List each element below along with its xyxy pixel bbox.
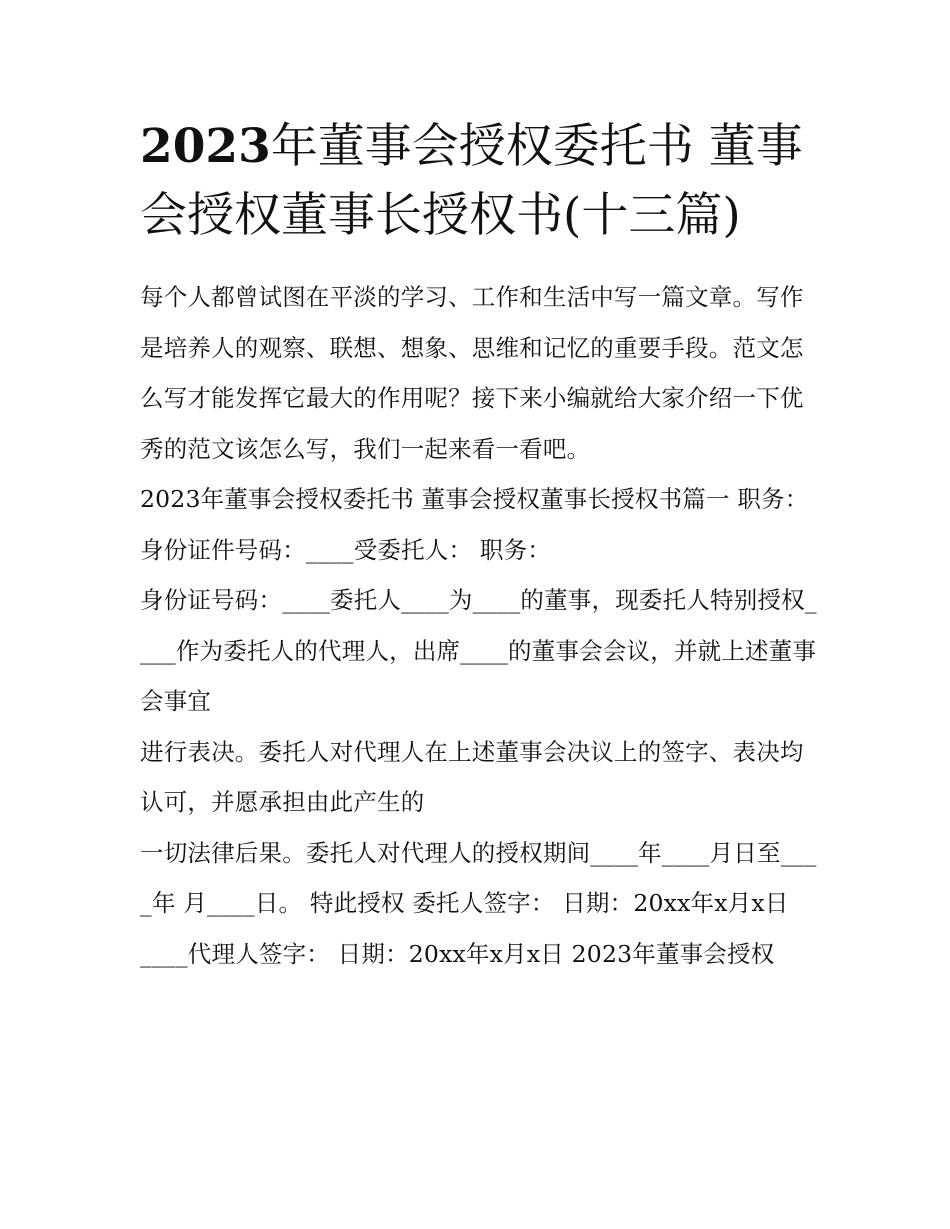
paragraph-legal-consequences: 一切法律后果。委托人对代理人的授权期间____年____月日至____年 月____日。 特此授权 委托人签字： 日期：20xx年x月x日 [140,838,817,917]
paragraph-intro: 每个人都曾试图在平淡的学习、工作和生活中写一篇文章。写作是培养人的观察、联想、想象、思维和记忆的重要手段。范文怎么写才能发挥它最大的作用呢？接下来小编就给大家介绍一下优秀的范文该怎么写，我们一起来看一看吧。 [140,283,804,463]
paragraph-section-heading: 2023年董事会授权委托书 董事会授权董事长授权书篇一 职务： 身份证件号码：____受委托人： 职务： [140,485,809,564]
title-text: 年董事会授权委托书 董事会授权董事长授权书(十三篇) [140,119,803,243]
paragraph-agent-signature: ____代理人签字： 日期：20xx年x月x日 2023年董事会授权 [140,939,775,968]
title-year: 2023 [140,119,271,174]
paragraph-id-number: 身份证号码：____委托人____为____的董事，现委托人特别授权____作为委托人的代理人，出席____的董事会会议，并就上述董事会事宜 [140,586,817,715]
document-page [140,112,820,979]
document-body [140,272,820,979]
paragraph-voting: 进行表决。委托人对代理人在上述董事会决议上的签字、表决均认可，并愿承担由此产生的 [140,737,804,816]
document-title [140,112,820,250]
